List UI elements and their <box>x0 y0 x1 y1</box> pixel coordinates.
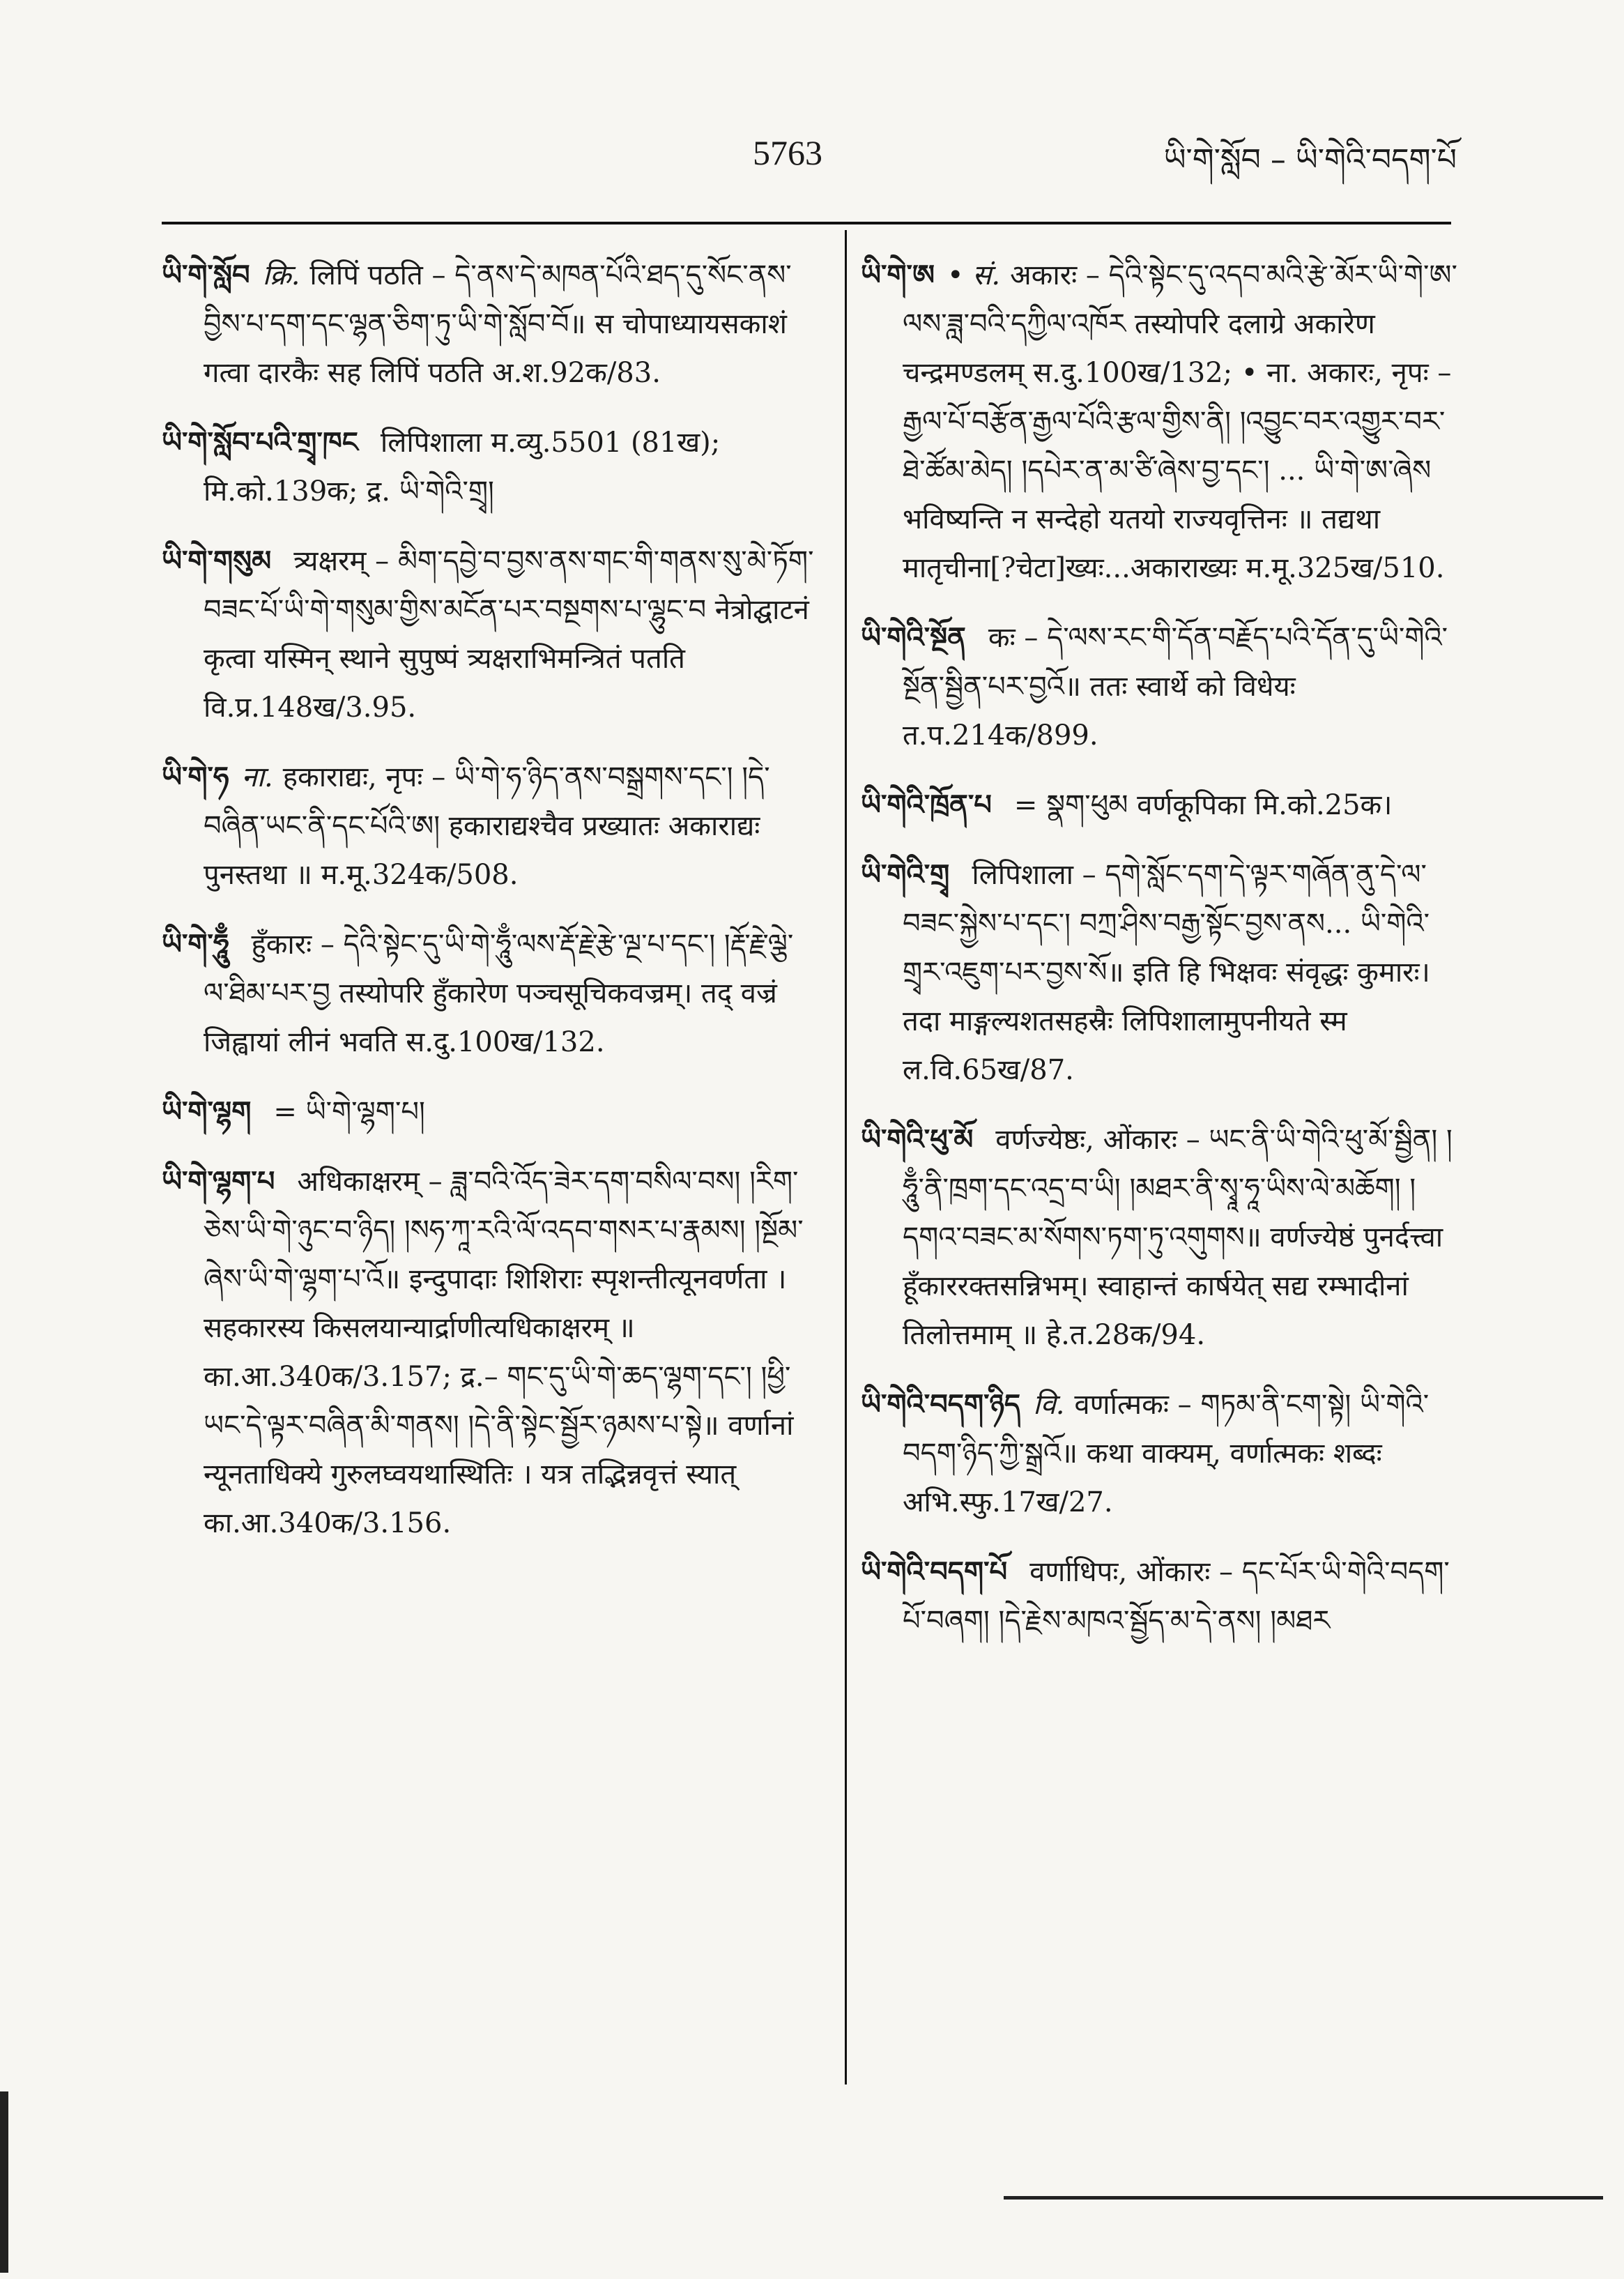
column-divider <box>845 230 847 2084</box>
dictionary-entry <box>861 781 1460 830</box>
dictionary-entry <box>162 1157 817 1548</box>
entry-grammar: वि. <box>1033 1389 1065 1421</box>
footer-rule <box>1004 2196 1603 2200</box>
entry-grammar: क्रि. <box>262 259 300 291</box>
entry-body: त्र्यक्षरम् – མིག་དབྱེ་བ་བྱས་ནས་གང་གི་གནས་སུ་མེ་ཏོག་བཟང་པོ་ཡི་གེ་གསུམ་གྱིས་མངོན་པར་བསྔགས་པ་ལྷུང་བ नेत्रोद्घाटनं कृत्वा यस्मिन् स्थाने सुपुष्पं त्र्यक्षराभिमन्त्रितं पतति वि.प्र.148ख/3.95. <box>204 545 814 724</box>
dictionary-entry <box>162 1088 817 1136</box>
running-head: ཡི་གེ་སློབ – ཡི་གེའི་བདག་པོ <box>1163 142 1457 178</box>
entry-grammar: • सं. <box>947 259 1001 291</box>
dictionary-entry <box>861 1380 1460 1527</box>
entry-headword: ཡི་གེ་ལྷག <box>162 1096 252 1128</box>
dictionary-entry <box>162 753 817 899</box>
entry-body: वर्णाधिपः, ओंकारः – དང་པོར་ཡི་གེའི་བདག་པོ་བཞག། །དེ་རྗེས་མཁའ་སྦྱོད་མ་དེ་ནས། །མཐར <box>903 1556 1450 1637</box>
header-rule <box>162 222 1451 224</box>
dictionary-entry <box>861 251 1460 593</box>
entry-body: = ཡི་གེ་ལྷག་པ། <box>273 1096 425 1128</box>
entry-body: वर्णज्येष्ठः, ओंकारः – ཡང་ནི་ཡི་གེའི་ཕུ་མོ་སྦྱིན། །ཧཱུྃ་ནི་ཁྲག་དང་འདྲ་བ་ཡི། །མཐར་ནི་སྭཱ་ཧཱ་ཡིས་ལེ་མཆོག། །དགའ་བཟང་མ་སོགས་ཏག་ཏུ་འགུགས॥ वर्णज्येष्ठं पुनर्दत्त्वा हूँकाररक्तसन्निभम्। स्वाहान्तं कार्षयेत् सद्य रम्भादीनां तिलोत्तमाम् ॥ हे.त.28क/94. <box>903 1124 1453 1351</box>
entry-headword: ཡི་གེའི་ཕུ་མོ <box>861 1124 974 1156</box>
entry-headword: ཡི་གེ་ལྷག་པ <box>162 1166 275 1198</box>
entry-headword: ཡི་གེ་སློབ་པའི་གྲྭ་ཁང <box>162 427 358 459</box>
entry-body: हुँकारः – དེའི་སྟེང་དུ་ཡི་གེ་ཧཱུྃ་ལས་རྡོ་རྗེ་རྩེ་ལྔ་པ་དང་། །རྡོ་རྗེ་ལྕེ་ལ་ཐིམ་པར་བྱ तस्योपरि हुँकारेण पञ्चसूचिकवज्रम्। तद् वज्रं जिह्वायां लीनं भवति स.दु.100ख/132. <box>204 929 794 1058</box>
dictionary-entry <box>861 1115 1460 1359</box>
entry-body: लिपिशाला – དགེ་སློང་དག་དེ་ལྟར་གཞོན་ནུ་དེ་ལ་བཟང་སྐྱེས་པ་དང་། བཀྲ་ཤིས་བརྒྱ་སྟོང་བྱས་ནས... ཡི་གེའི་གྲྭར་འཇུག་པར་བྱས་སོ॥ इति हि भिक्षवः संवृद्धः कुमारः। तदा माङ्गल्यशतसहस्रैः लिपिशालामुपनीयते स्म ल.वि.65ख/87. <box>903 859 1430 1086</box>
entry-body: = སྣག་ཕུམ वर्णकूपिका मि.को.25क। <box>1013 789 1393 821</box>
dictionary-entry <box>861 1548 1460 1645</box>
entry-body: लिपिं पठति – དེ་ནས་དེ་མཁན་པོའི་ཐད་དུ་སོང་ནས་བྱིས་པ་དག་དང་ལྷན་ཅིག་ཏུ་ཡི་གེ་སློབ་བོ॥ स चोपाध्यायसकाशं गत्वा दारकैः सह लिपिं पठति अ.श.92क/83. <box>204 259 792 389</box>
entry-body: अधिकाक्षरम् – ཟླ་བའི་འོད་ཟེར་དག་བསིལ་བས། །རིག་ཅེས་ཡི་གེ་ཉུང་བ་ཉིད། །སཧ་ཀཱ་རའི་ལོ་འདབ་གསར་པ་རྣམས། །སྔོམ་ཞེས་ཡི་གེ་ལྷག་པ་འོ॥ इन्दुपादाः शिशिराः स्पृशन्तीत्यूनवर्णता । सहकारस्य किसलयान्यार्द्राणीत्यधिकाक्षरम् ॥ का.आ.340क/3.157; द्र.– གང་དུ་ཡི་གེ་ཆད་ལྷག་དང་། །ཕྱི་ཡང་དེ་ལྟར་བཞིན་མི་གནས། །དེ་ནི་སྟེང་སྦྱོར་ཉམས་པ་སྟེ॥ वर्णानां न्यूनताधिक्ये गुरुलघ्वयथास्थितिः । यत्र तद्भिन्नवृत्तं स्यात् का.आ.340क/3.156. <box>204 1166 804 1539</box>
entry-headword: ཡི་གེ་ཧ <box>162 761 229 793</box>
dictionary-entry <box>162 418 817 516</box>
entry-headword: ཡི་གེའི་གྲྭ <box>861 859 950 891</box>
entry-headword: ཡི་གེ་སློབ <box>162 259 250 291</box>
page-number: 5763 <box>753 133 822 172</box>
dictionary-entry <box>861 851 1460 1095</box>
entry-headword: ཡི་གེ་ཨ <box>861 259 935 291</box>
right-column <box>861 251 1460 1666</box>
entry-headword: ཡི་གེའི་སྔོན <box>861 622 966 654</box>
entry-headword: ཡི་གེའི་བདག་པོ <box>861 1556 1008 1588</box>
binding-edge-mark <box>0 2091 8 2273</box>
entry-body: वर्णात्मकः – གཏམ་ནི་ངག་སྟེ། ཡི་གེའི་བདག་ཉིད་ཀྱི་སྒྲའོ॥ कथा वाक्यम्, वर्णात्मकः शब्दः अभि.स्फु.17ख/27. <box>903 1389 1430 1518</box>
dictionary-entry <box>162 537 817 732</box>
dictionary-entry <box>162 251 817 397</box>
entry-body: लिपिशाला म.व्यु.5501 (81ख); मि.को.139क; द्र. ཡི་གེའི་གྲྭ། <box>204 427 721 508</box>
entry-headword: ཡི་གེ་གསུམ <box>162 545 272 577</box>
entry-body: अकारः – དེའི་སྟེང་དུ་འདབ་མའི་རྩེ་མོར་ཡི་གེ་ཨ་ལས་ཟླ་བའི་དཀྱིལ་འཁོར तस्योपरि दलाग्रे अकारेण चन्द्रमण्डलम् स.दु.100ख/132; • ना. अकारः, नृपः – རྒྱལ་པོ་བརྩོན་རྒྱལ་པོའི་རྩལ་གྱིས་ནི། །འབྱུང་བར་འགྱུར་བར་ཐེ་ཚོམ་མེད། །དཔེར་ན་མ་ཙི་ཞེས་བྱ་དང་། ... ཡི་གེ་ཨ་ཞེས भविष्यन्ति न सन्देहो यतयो राज्यवृत्तिनः ॥ तद्यथा मातृचीना[?चेटा]ख्यः...अकाराख्यः म.मू.325ख/510. <box>903 259 1457 584</box>
entry-grammar: ना. <box>241 761 273 793</box>
dictionary-entry <box>861 613 1460 760</box>
entry-headword: ཡི་གེའི་ཁྲོན་པ <box>861 789 992 821</box>
dictionary-entry <box>162 920 817 1067</box>
entry-headword: ཡི་གེའི་བདག་ཉིད <box>861 1389 1021 1421</box>
entry-headword: ཡི་གེ་ཧཱུྃ <box>162 929 229 961</box>
entry-body: हकाराद्यः, नृपः – ཡི་གེ་ཧ་ཉིད་ནས་བསྒྲགས་དང་། །དེ་བཞིན་ཡང་ནི་དང་པོའི་ཨ། हकाराद्यश्चैव प्रख्यातः अकाराद्यः पुनस्तथा ॥ म.मू.324क/508. <box>204 761 770 891</box>
entry-body: कः – དེ་ལས་རང་གི་དོན་བརྗོད་པའི་དོན་དུ་ཡི་གེའི་སྔོན་སྦྱིན་པར་བྱའོ॥ ततः स्वार्थे को विधेयः त.प.214क/899. <box>903 622 1448 752</box>
left-column <box>162 251 817 1569</box>
